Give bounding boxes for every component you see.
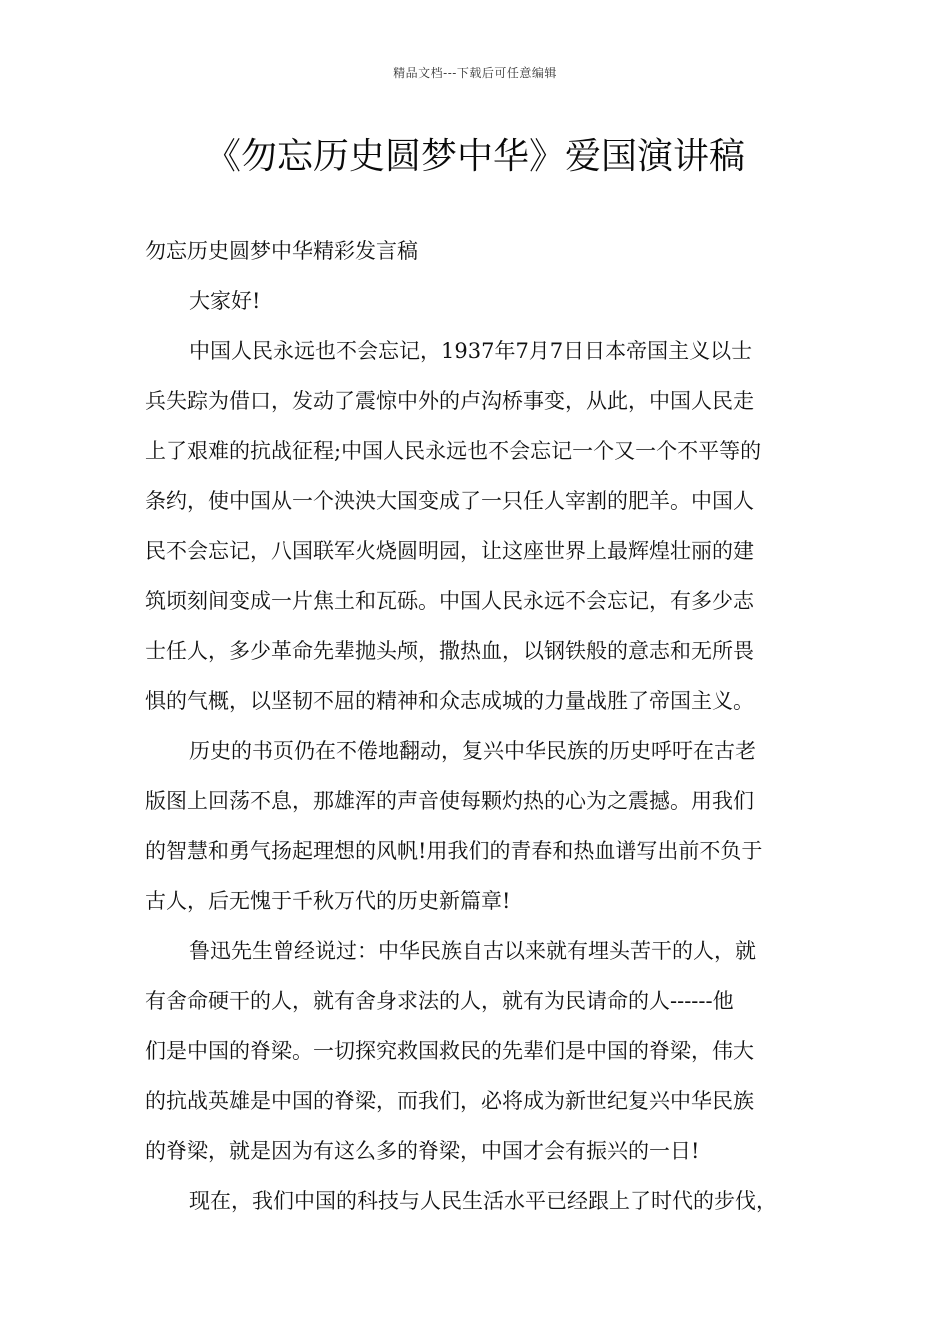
paragraph-3-line-5: 的脊梁，就是因为有这么多的脊梁，中国才会有振兴的一日! [145, 1139, 700, 1163]
document-subtitle: 勿忘历史圆梦中华精彩发言稿 [145, 239, 418, 263]
paragraph-1-line-8: 惧的气概，以坚韧不屈的精神和众志成城的力量战胜了帝国主义。 [145, 689, 754, 713]
paragraph-2-line-1: 历史的书页仍在不倦地翻动，复兴中华民族的历史呼吁在古老 [189, 739, 756, 763]
page-header: 精品文档---下载后可任意编辑 [393, 66, 557, 80]
paragraph-1-line-7: 士任人，多少革命先辈抛头颅，撒热血，以钢铁般的意志和无所畏 [145, 639, 754, 663]
paragraph-3-line-4: 的抗战英雄是中国的脊梁，而我们，必将成为新世纪复兴中华民族 [145, 1089, 754, 1113]
paragraph-3-line-3: 们是中国的脊梁。一切探究救国救民的先辈们是中国的脊梁，伟大 [145, 1039, 754, 1063]
paragraph-2-line-2: 版图上回荡不息，那雄浑的声音使每颗灼热的心为之震撼。用我们 [145, 789, 754, 813]
paragraph-3-line-2: 有舍命硬干的人，就有舍身求法的人，就有为民请命的人------他 [145, 989, 734, 1013]
paragraph-1-line-1: 中国人民永远也不会忘记，1937年7月7日日本帝国主义以士 [189, 339, 753, 363]
paragraph-1-line-4: 条约，使中国从一个泱泱大国变成了一只任人宰割的肥羊。中国人 [145, 489, 754, 513]
paragraph-1-line-2: 兵失踪为借口，发动了震惊中外的卢沟桥事变，从此，中国人民走 [145, 389, 754, 413]
paragraph-2-line-3: 的智慧和勇气扬起理想的风帆!用我们的青春和热血谱写出前不负于 [145, 839, 763, 863]
document-title: 《勿忘历史圆梦中华》爱国演讲稿 [204, 136, 745, 177]
paragraph-1-line-3: 上了艰难的抗战征程;中国人民永远也不会忘记一个又一个不平等的 [145, 439, 762, 463]
greeting-line: 大家好! [189, 289, 261, 313]
paragraph-2-line-4: 古人，后无愧于千秋万代的历史新篇章! [145, 889, 511, 913]
paragraph-1-line-6: 筑顷刻间变成一片焦土和瓦砾。中国人民永远不会忘记，有多少志 [145, 589, 754, 613]
paragraph-1-line-5: 民不会忘记，八国联军火烧圆明园，让这座世界上最辉煌壮丽的建 [145, 539, 754, 563]
paragraph-3-line-1: 鲁迅先生曾经说过：中华民族自古以来就有埋头苦干的人，就 [189, 939, 756, 963]
paragraph-4-line-1: 现在，我们中国的科技与人民生活水平已经跟上了时代的步伐， [189, 1189, 777, 1213]
